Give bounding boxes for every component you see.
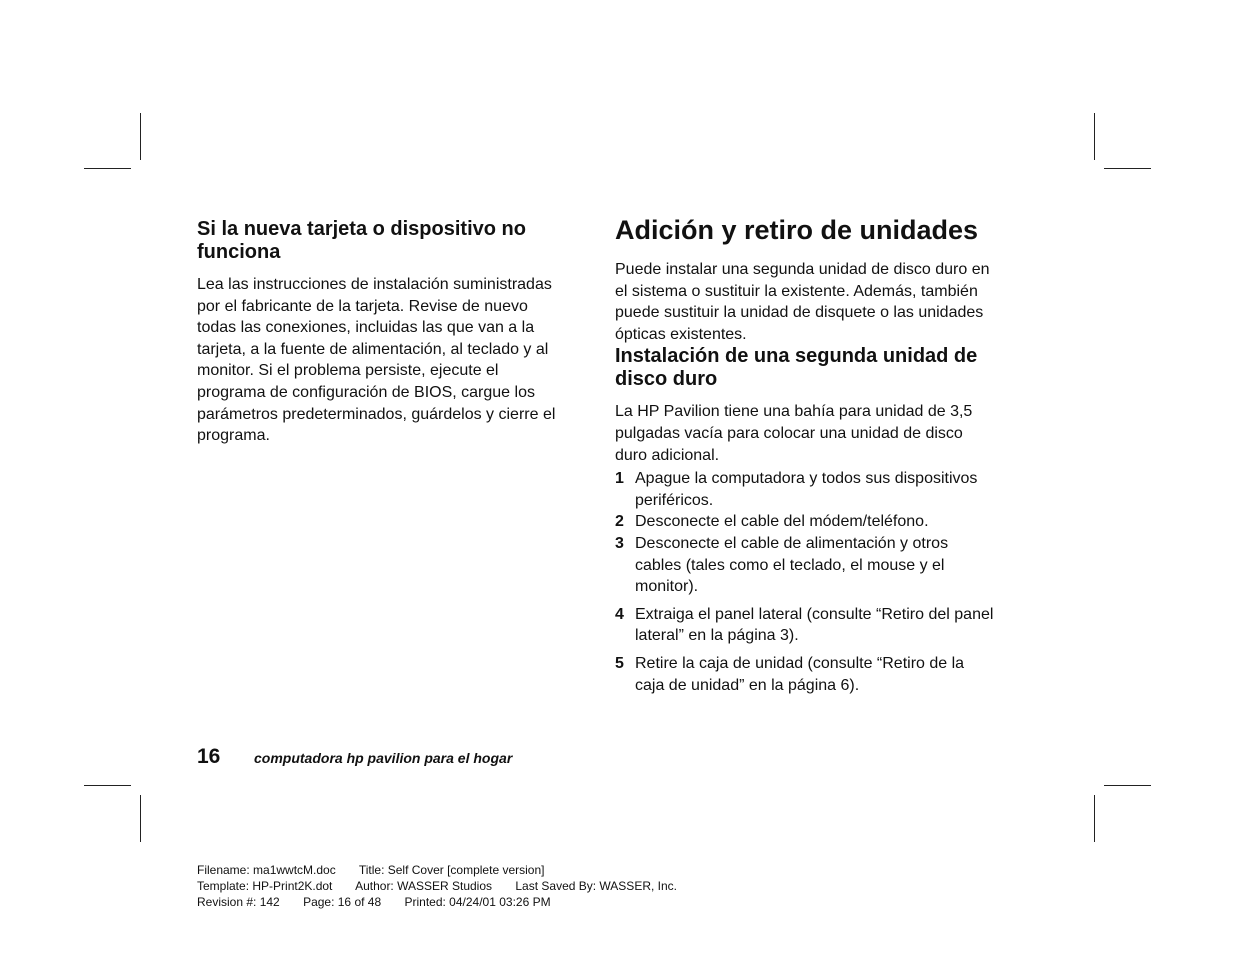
step-text: Apague la computadora y todos sus dispositivos periféricos. — [635, 470, 978, 509]
book-title: computadora hp pavilion para el hogar — [254, 750, 513, 766]
step-item — [615, 653, 995, 696]
step-item — [615, 511, 995, 533]
right-column — [615, 213, 995, 696]
meta-page: Page: 16 of 48 — [303, 895, 382, 909]
meta-template: Template: HP-Print2K.dot — [197, 879, 333, 893]
step-item — [615, 604, 995, 647]
crop-mark — [84, 785, 131, 786]
document-metadata — [197, 862, 697, 910]
crop-mark — [1094, 795, 1095, 842]
step-number: 2 — [615, 513, 624, 531]
crop-mark — [140, 795, 141, 842]
step-number: 1 — [615, 470, 624, 488]
left-heading: Si la nueva tarjeta o dispositivo no funciona — [197, 218, 526, 263]
crop-mark — [84, 168, 131, 169]
subsection-paragraph: La HP Pavilion tiene una bahía para unidad de 3,5 pulgadas vacía para colocar una unidad de disco duro adicional. — [615, 403, 973, 464]
subsection-heading: Instalación de una segunda unidad de disco duro — [615, 345, 978, 391]
step-item — [615, 468, 995, 511]
left-paragraph: Lea las instrucciones de instalación suministradas por el fabricante de la tarjeta. Revise de nuevo todas las conexiones, incluidas las que van a la tarjeta, a la fuente de alimentación, al teclado y al monitor. Si el problema persiste, ejecute el programa de configuración de BIOS, cargue los parámetros predeterminados, guárdelos y cierre el programa. — [197, 276, 556, 445]
step-text: Desconecte el cable de alimentación y otros cables (tales como el teclado, el mouse y el monitor). — [635, 534, 949, 596]
crop-mark — [140, 113, 141, 160]
meta-last-saved: Last Saved By: WASSER, Inc. — [515, 879, 677, 893]
step-item — [615, 533, 995, 598]
meta-filename: Filename: ma1wwtcM.doc — [197, 863, 336, 877]
crop-mark — [1104, 168, 1151, 169]
meta-author: Author: WASSER Studios — [355, 879, 493, 893]
meta-revision: Revision #: 142 — [197, 895, 280, 909]
left-column — [197, 218, 569, 447]
intro-paragraph: Puede instalar una segunda unidad de disco duro en el sistema o sustituir la existente. Además, también puede sustituir la unidad de disquete o las unidades ópticas existentes. — [615, 261, 990, 343]
step-text: Retire la caja de unidad (consulte “Retiro de la caja de unidad” en la página 6). — [635, 654, 965, 694]
step-number: 5 — [615, 654, 624, 672]
meta-title: Title: Self Cover [complete version] — [358, 863, 545, 877]
crop-mark — [1104, 785, 1151, 786]
step-text: Desconecte el cable del módem/teléfono. — [635, 513, 929, 531]
steps-list — [615, 468, 995, 696]
page-number: 16 — [197, 745, 221, 768]
step-text: Extraiga el panel lateral (consulte “Retiro del panel lateral” en la página 3). — [635, 605, 994, 645]
step-number: 4 — [615, 605, 624, 623]
crop-mark — [1094, 113, 1095, 160]
meta-printed: Printed: 04/24/01 03:26 PM — [404, 895, 551, 909]
step-number: 3 — [615, 534, 624, 552]
section-title: Adición y retiro de unidades — [615, 215, 979, 245]
